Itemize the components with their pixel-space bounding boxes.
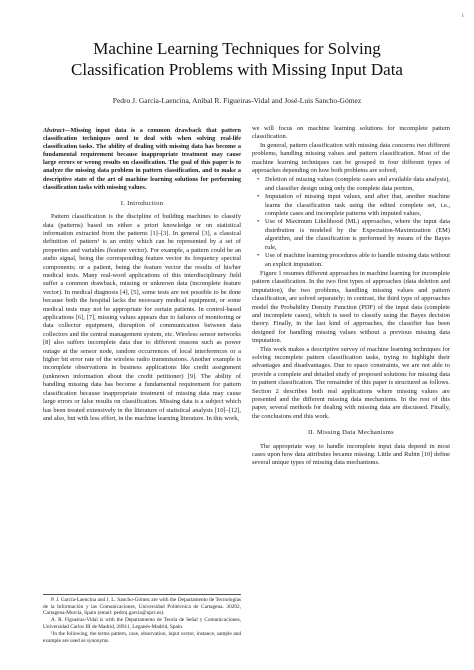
approach-item: • Use of machine learning procedures able to handle missing data without an explicit imputation.: [252, 252, 450, 269]
author-list: Pedro J. García-Laencina, Aníbal R. Figueiras-Vidal and José-Luis Sancho-Gómez: [112, 96, 362, 105]
right-column: [252, 125, 450, 468]
footnote-terms: ¹In the following, the terms pattern, case, observation, input vector, instance, sample and example are used as synonyms.: [43, 630, 241, 644]
right-paragraph-1: we will focus on machine learning solutions for incomplete pattern classification.: [252, 125, 450, 141]
section-heading-missing-data: II. Missing Data Mechanisms: [307, 429, 395, 437]
title-line-1: Machine Learning Techniques for Solving: [93, 39, 381, 58]
footnote-affiliation-2: A. R. Figueiras-Vidal is with the Departamento de Teoría de Señal y Comunicaciones, Universidad Carlos III de Madrid, 28911, Leganés-Madrid, Spain.: [43, 617, 241, 630]
abstract: [43, 127, 241, 192]
title-line-2: Classification Problems with Missing Input Data: [71, 60, 403, 79]
right-paragraph-3: Figure 1 resumes different approaches in machine learning for incomplete pattern classification. In the two first types of approaches (data deletion and imputation), the two problems, handling missing values and pattern classification, are solved separately; in contrast, the third type of approaches model the Probability Density Function (PDF) of the input data (complete and incomplete cases), which is used to classify using the Bayes decision theory. Finally, in the last kind of approaches, the classifier has been designed for handling missing values without a previous missing data imputation.: [252, 269, 450, 345]
right-paragraph-5: The appropriate way to handle incomplete input data depend in most cases upon how data attributes became missing. Little and Rubin [10] define several unique types of missing data mechanisms.: [252, 442, 450, 467]
paper-title: [0, 38, 474, 80]
abstract-label: Abstract: [43, 127, 65, 134]
right-paragraph-2: In general, pattern classification with missing data concerns two different problems, handling missing values and pattern classification. Most of the machine learning techniques can be grouped in four different types of approaches depending on how both problems are solved,: [252, 141, 450, 175]
approach-item: • Imputation of missing input values, and after that, another machine learns the classification task using the edited complete set, i.e., complete cases and incomplete patterns with imputed values,: [252, 193, 450, 218]
section-heading-introduction: I. Introduction: [120, 199, 164, 207]
approach-item: • Use of Maximum Likelihood (ML) approaches, where the input data distribution is modeled by the Expectation-Maximization (EM) algorithm, and the classification is performed by means of the Bayes rule,: [252, 218, 450, 252]
footnote-affiliation-1: P. J. García-Laencina and J. L. Sancho-Gómez are with the Departamento de Tecnologías de la Información y las Comunicaciones, Universidad Politécnica de Cartagena. 30202, Cartagena-Murcia, Spain (email: pedroj.garcia@upct.es).: [43, 597, 241, 617]
footnotes: [43, 594, 241, 645]
intro-paragraph: Pattern classification is the discipline of building machines to classify data (patterns) based on either a priori knowledge or on statistical information extracted from the patterns [1]–[3]. In general [3], a classical definition of pattern¹ is an entity which can be represented by a set of properties and variables (feature vector). For example, a pattern could be an audio signal, being the corresponding feature vector its frequency spectral components; or a patient, being the feature vector the results of his/her medical tests. Many real-word applications of this interdisciplinary field suffer a common drawback, missing or unknown data (incomplete feature vector). In medical diagnosis [4], [5], some tests are not possible to be done because both the hospital lacks the necessary medical equipment, or some medical tests may not be appropriate for certain patients. In control-based applications [6], [7], missing values appears due to failures of monitoring or data collector equipment, disruption of communication between data collectors and the central management system, etc. Wireless sensor networks [8] also suffers incomplete data due to different reasons such as power outage at the sensor node, random occurrences of local interferences or a higher bit error rate of the wireless radio transmissions. Another example is incomplete observations in business applications like credit assignment (unknown information about the credit petitioner) [9]. The ability of handling missing data has become a fundamental requirement for pattern classification because inappropriate treatment of missing data may cause large errors or false results on classification. Missing data is a subject which has been treated extensively in the literature of statistical analysis [10]–[12], and also, but with less effort, in the machine learning literature. In this work,: [43, 213, 241, 422]
page-number: 1: [461, 14, 464, 19]
right-paragraph-4: This work makes a descriptive survey of machine learning techniques for solving incomplete pattern classification tasks, trying to highlight their advantages and disadvantages. Due to space constraints, we are not able to provide a complete and detailed study of proposed solutions for missing data in pattern classification. The remainder of this paper is structured as follows. Section 2 describes both real applications where missing values are presented and the different missing data mechanisms. In the rest of this paper, several methods for dealing with missing data are discussed. Finally, the conclusions end this work.: [252, 345, 450, 420]
approach-list: [252, 176, 450, 268]
approach-item: • Deletion of missing values (complete cases and available data analysis), and classifier design using only the complete data portion,: [252, 176, 450, 193]
abstract-text: —Missing input data is a common drawback that pattern classification techniques need to deal with when solving real-life classification tasks. The ability of dealing with missing data has become a fundamental requirement because inappropriate treatment may cause large errors or wrong results on classification. The goal of this paper is to analyze the missing data problem in pattern classification, and to make a descriptive state of the art of machine learning solutions for performing classification tasks with missing values.: [43, 127, 241, 191]
left-column: [43, 127, 241, 423]
